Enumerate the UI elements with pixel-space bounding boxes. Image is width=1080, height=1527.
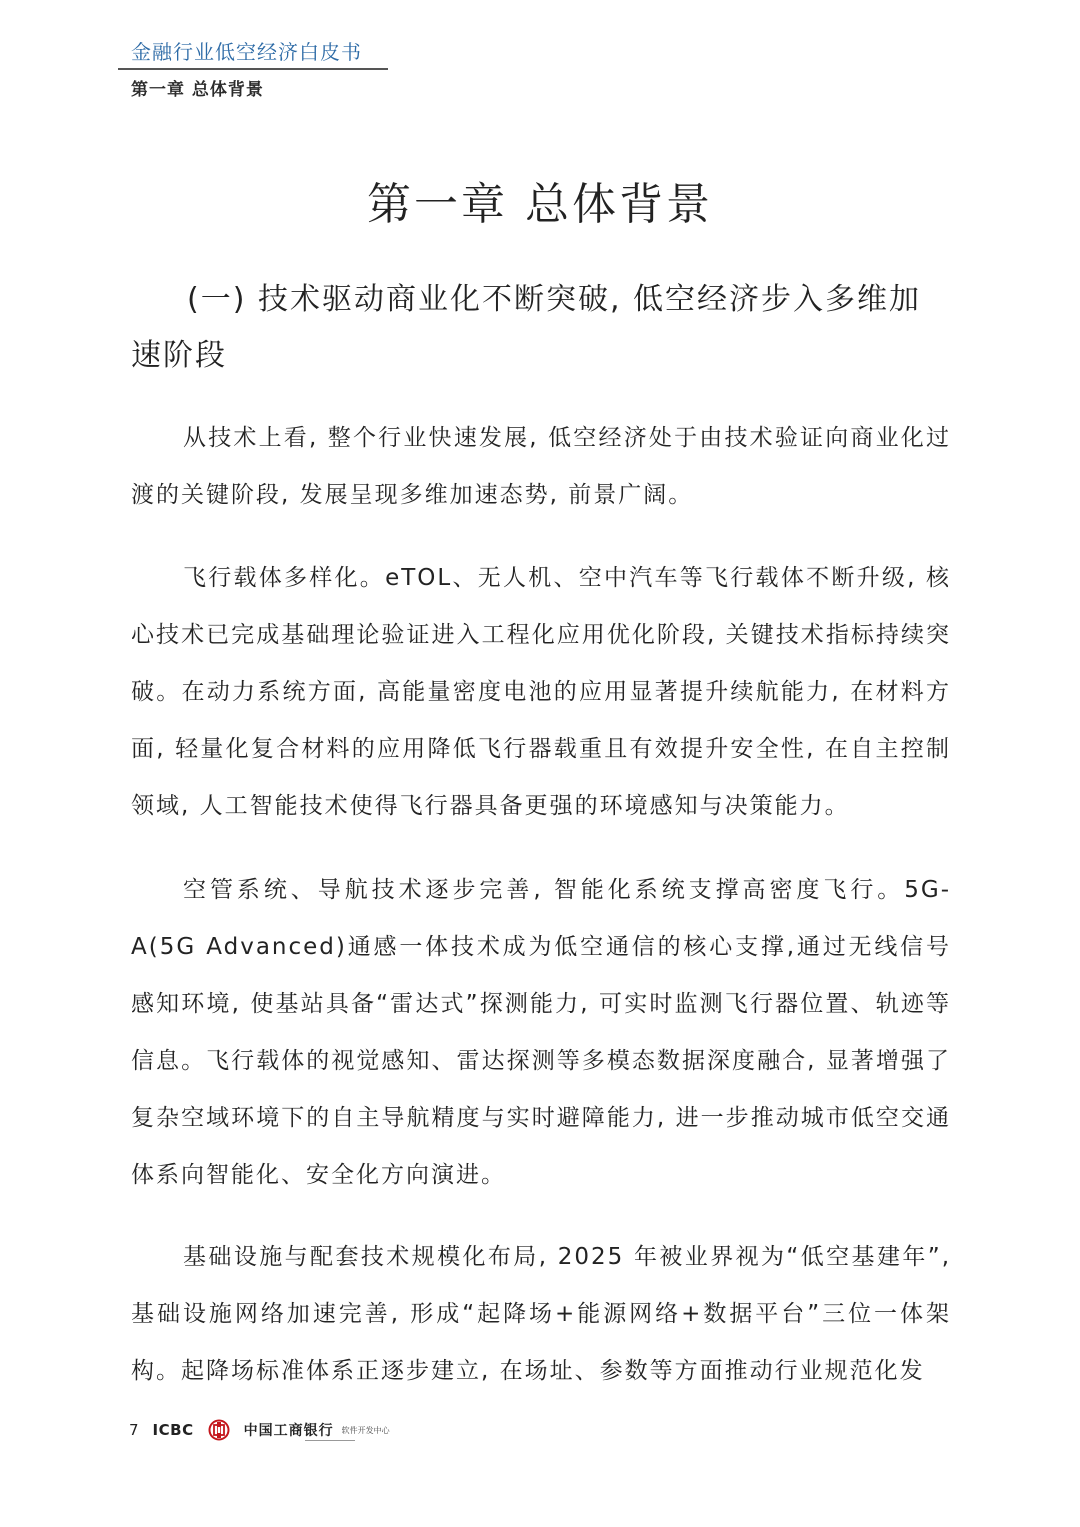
header-divider <box>118 68 388 70</box>
section-heading: (一) 技术驱动商业化不断突破, 低空经济步入多维加速阶段 <box>131 282 922 373</box>
bank-name: 中国工商银行 <box>243 1423 334 1439</box>
footer-divider <box>305 1440 355 1441</box>
page-number: 7 <box>129 1421 139 1439</box>
running-title: 金融行业低空经济白皮书 <box>131 40 362 64</box>
brand-name: ICBC <box>152 1421 194 1439</box>
running-chapter: 第一章 总体背景 <box>131 80 264 100</box>
body-paragraph: 从技术上看, 整个行业快速发展, 低空经济处于由技术验证向商业化过渡的关键阶段, 发展呈现多维加速态势, 前景广阔。 <box>131 425 951 508</box>
department-label: 软件开发中心 <box>341 1425 390 1435</box>
body-paragraph: 空管系统、导航技术逐步完善, 智能化系统支撑高密度飞行。5G-A(5G Advanced)通感一体技术成为低空通信的核心支撑,通过无线信号感知环境, 使基站具备“雷达式”探测能力, 可实时监测飞行器位置、轨迹等信息。飞行载体的视觉感知、雷达探测等多模态数据深度融合, 显著增强了复杂空域环境下的自主导航精度与实时避障能力, 进一步推动城市低空交通体系向智能化、安全化方向演进。 <box>131 877 951 1188</box>
icbc-logo-icon <box>208 1419 230 1441</box>
body-paragraph: 基础设施与配套技术规模化布局, 2025 年被业界视为“低空基建年”, 基础设施网络加速完善, 形成“起降场+能源网络+数据平台”三位一体架构。起降场标准体系正逐步建立, 在场址、参数等方面推动行业规范化发 <box>131 1244 951 1384</box>
body-paragraph: 飞行载体多样化。eTOL、无人机、空中汽车等飞行载体不断升级, 核心技术已完成基础理论验证进入工程化应用优化阶段, 关键技术指标持续突破。在动力系统方面, 高能量密度电池的应用显著提升续航能力, 在材料方面, 轻量化复合材料的应用降低飞行器载重且有效提升安全性, 在自主控制领域, 人工智能技术使得飞行器具备更强的环境感知与决策能力。 <box>131 565 951 819</box>
chapter-title: 第一章 总体背景 <box>367 179 713 230</box>
